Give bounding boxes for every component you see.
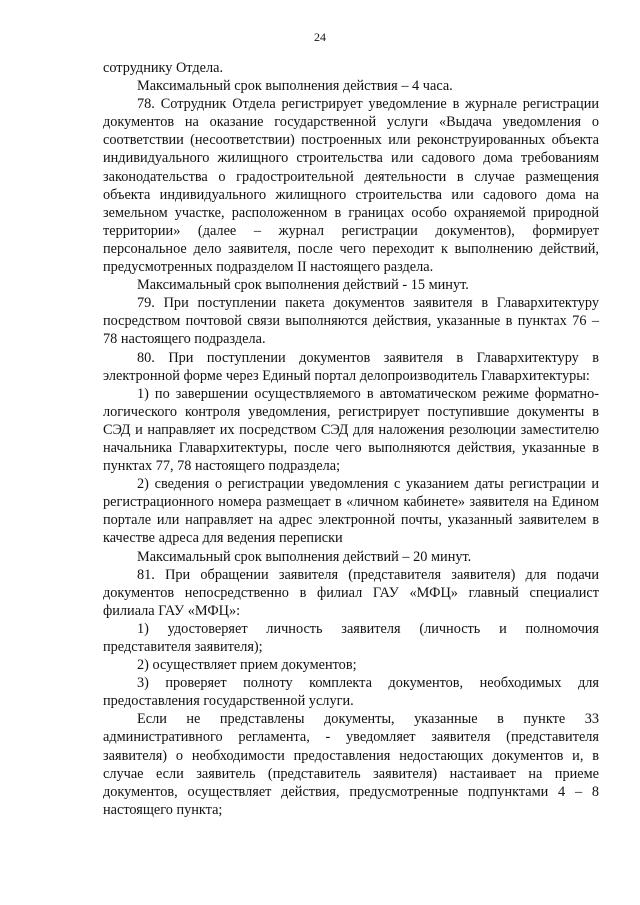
paragraph: 3) проверяет полноту комплекта документов, необходимых для предоставления государственной услуги.: [103, 675, 599, 710]
paragraph: 2) сведения о регистрации уведомления с указанием даты регистрации и регистрационного номера размещает в «личном кабинете» заявителя на Едином портале или направляет на адрес электронной почты, указанный заявителем в качестве адреса для ведения переписки: [103, 476, 599, 547]
paragraph: Максимальный срок выполнения действий – 20 минут.: [137, 548, 472, 565]
paragraph: Если не представлены документы, указанные в пункте 33 административного регламента, - уведомляет заявителя (представителя заявителя) о необходимости предоставления недостающих документов и, в случае если заявитель (представитель заявителя) настаивает на приеме документов, осуществляет действия, предусмотренные подпунктами 4 – 8 настоящего пункта;: [103, 711, 599, 818]
paragraph: 79. При поступлении пакета документов заявителя в Главархитектуру посредством почтовой связи выполняются действия, указанные в пунктах 76 – 78 настоящего подраздела.: [103, 295, 599, 348]
paragraph: сотруднику Отдела.: [103, 60, 224, 76]
paragraph: 80. При поступлении документов заявителя в Главархитектуру в электронной форме через Единый портал делопроизводитель Главархитектуры:: [103, 349, 599, 384]
page-number: 24: [314, 30, 326, 44]
body-text: [103, 59, 599, 819]
paragraph: 2) осуществляет прием документов;: [137, 657, 357, 674]
paragraph: 78. Сотрудник Отдела регистрирует уведомление в журнале регистрации документов на оказание государственной услуги «Выдача уведомления о соответствии (несоответствии) построенных или реконструированных объекта индивидуального жилищного строительства или садового дома требованиям законодательства о градостроительной деятельности в случае размещения объекта индивидуального жилищного строительства или садового дома на земельном участке, расположенном в границах особо охраняемой природной территории» (далее – журнал регистрации документов), формирует персональное дело заявителя, после чего переходит к выполнению действий, предусмотренных подразделом II настоящего раздела.: [103, 96, 599, 276]
paragraph: 1) удостоверяет личность заявителя (личность и полномочия представителя заявителя);: [103, 620, 599, 655]
paragraph: Максимальный срок выполнения действия – 4 часа.: [137, 78, 453, 95]
paragraph: 81. При обращении заявителя (представителя заявителя) для подачи документов непосредственно в филиал ГАУ «МФЦ» главный специалист филиала ГАУ «МФЦ»:: [103, 566, 599, 619]
paragraph: 1) по завершении осуществляемого в автоматическом режиме форматно-логического контроля уведомления, регистрирует поступившие документы в СЭД и направляет их посредством СЭД для наложения резолюции заместителю начальника Главархитектуры, после чего выполняются действия, указанные в пунктах 77, 78 настоящего подраздела;: [103, 385, 599, 475]
paragraph: Максимальный срок выполнения действий - 15 минут.: [137, 277, 469, 294]
